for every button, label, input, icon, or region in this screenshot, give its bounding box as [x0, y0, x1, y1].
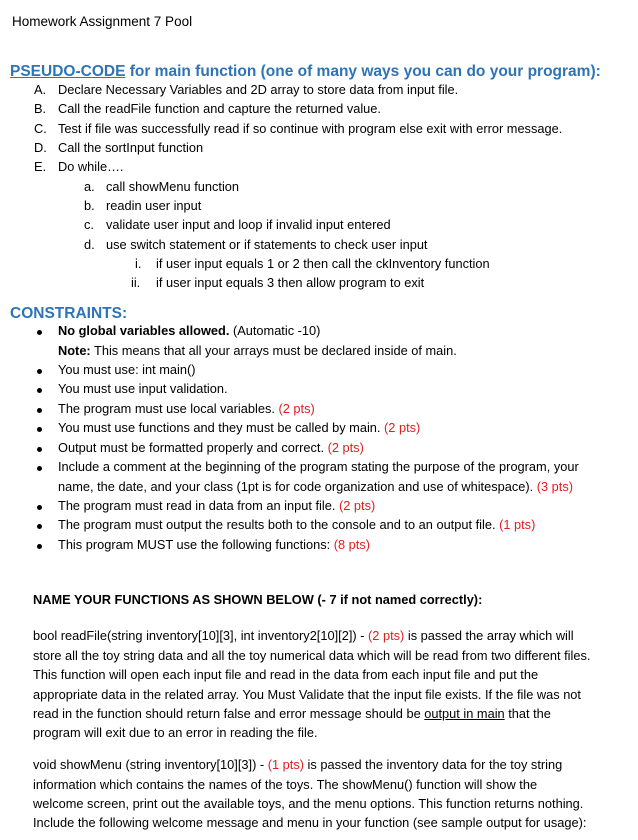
constraint-text: (Automatic -10): [229, 323, 321, 338]
paragraph-line: information which contains the names of the toys. The showMenu() function will show the: [33, 777, 538, 792]
paragraph-text: is passed the array which will: [404, 628, 574, 643]
constraint-text: name, the date, and your class (1pt is for code organization and use of whitespace).: [58, 479, 537, 494]
bullet-icon: [37, 466, 42, 471]
list-item: Call the sortInput function: [58, 140, 204, 155]
sub-sub-list-item: if user input equals 3 then allow program to exit: [156, 275, 425, 290]
constraint-note: [58, 343, 457, 358]
constraint-item: [58, 440, 364, 455]
constraint-item: Include a comment at the beginning of the program stating the purpose of the program, your: [58, 459, 579, 474]
paragraph-line: welcome screen, print out the available toys, and the menu options. This function returns nothing.: [33, 796, 584, 811]
bullet-icon: [37, 524, 42, 529]
paragraph-text: void showMenu (string inventory[10][3]) -: [33, 757, 268, 772]
sub-list-item: validate user input and loop if invalid input entered: [106, 217, 391, 232]
list-item: Call the readFile function and capture the returned value.: [58, 101, 381, 116]
functions-heading: NAME YOUR FUNCTIONS AS SHOWN BELOW (- 7 if not named correctly):: [33, 592, 483, 607]
constraint-text: You must use functions and they must be called by main.: [58, 420, 385, 435]
constraint-bold: No global variables allowed.: [58, 323, 230, 338]
pseudo-code-heading-rest: for main function (one of many ways you can do your program):: [125, 63, 601, 80]
constraint-item: [58, 323, 320, 338]
constraint-text: The program must read in data from an input file.: [58, 498, 339, 513]
paragraph-text: that the: [504, 706, 551, 721]
paragraph-text: is passed the inventory data for the toy string: [304, 757, 563, 772]
constraint-text: The program must output the results both to the console and to an output file.: [58, 517, 500, 532]
constraint-item: You must use input validation.: [58, 381, 228, 396]
points-label: (2 pts): [368, 628, 405, 643]
list-marker: C.: [34, 121, 47, 136]
points-label: (2 pts): [338, 498, 376, 513]
list-marker: E.: [34, 159, 47, 174]
list-marker: D.: [34, 140, 47, 155]
underlined-text: output in main: [424, 706, 505, 721]
sub-list-marker: c.: [84, 217, 94, 232]
pseudo-code-heading: [10, 63, 601, 81]
points-label: (3 pts): [536, 479, 574, 494]
document-title: Homework Assignment 7 Pool: [12, 14, 193, 29]
sub-sub-list-marker: i.: [135, 256, 142, 271]
constraint-item-continued: [58, 479, 573, 494]
points-label: (2 pts): [384, 420, 421, 435]
paragraph-line: store all the toy string data and all the toy numerical data which will be read from two different files.: [33, 648, 591, 663]
constraint-item: [58, 517, 535, 532]
note-label: Note:: [58, 343, 91, 358]
pseudo-code-heading-label: PSEUDO-CODE: [10, 63, 126, 80]
paragraph-line: This function will open each input file and read in the data from each input file and put the: [33, 667, 539, 682]
bullet-icon: [37, 544, 42, 549]
note-text: This means that all your arrays must be declared inside of main.: [90, 343, 457, 358]
paragraph-line: [33, 757, 562, 772]
bullet-icon: [37, 408, 42, 413]
bullet-icon: [37, 388, 42, 393]
sub-list-item: use switch statement or if statements to check user input: [106, 237, 428, 252]
constraints-heading: CONSTRAINTS:: [10, 305, 128, 322]
bullet-icon: [37, 369, 42, 374]
bullet-icon: [37, 447, 42, 452]
constraint-item: You must use: int main(): [58, 362, 196, 377]
constraint-text: Output must be formatted properly and correct.: [58, 440, 328, 455]
list-marker: B.: [34, 101, 47, 116]
paragraph-line: Include the following welcome message and menu in your function (see sample output for usage):: [33, 815, 587, 830]
points-label: (8 pts): [333, 537, 371, 552]
sub-list-marker: b.: [84, 198, 95, 213]
constraint-item: [58, 498, 375, 513]
paragraph-line: [33, 628, 574, 643]
sub-list-marker: a.: [84, 179, 95, 194]
sub-sub-list-item: if user input equals 1 or 2 then call the ckInventory function: [156, 256, 490, 271]
list-marker: A.: [34, 82, 47, 97]
constraint-item: [58, 420, 420, 435]
sub-list-item: call showMenu function: [106, 179, 240, 194]
sub-list-item: readin user input: [106, 198, 202, 213]
sub-list-marker: d.: [84, 237, 95, 252]
bullet-icon: [37, 505, 42, 510]
paragraph-line: [33, 706, 551, 721]
points-label: (1 pts): [499, 517, 536, 532]
paragraph-line: program will exit due to an error in reading the file.: [33, 725, 318, 740]
paragraph-text: bool readFile(string inventory[10][3], int inventory2[10][2]) -: [33, 628, 369, 643]
constraint-text: The program must use local variables.: [58, 401, 279, 416]
points-label: (2 pts): [278, 401, 315, 416]
paragraph-line: appropriate data in the related array. You Must Validate that the input file exists. If the file was not: [33, 687, 581, 702]
list-item: Do while….: [58, 159, 124, 174]
sub-sub-list-marker: ii.: [131, 275, 141, 290]
constraint-item: [58, 401, 315, 416]
paragraph-text: read in the function should return false and error message should be: [33, 706, 425, 721]
list-item: Declare Necessary Variables and 2D array to store data from input file.: [58, 82, 459, 97]
constraint-text: This program MUST use the following functions:: [58, 537, 334, 552]
points-label: (2 pts): [327, 440, 364, 455]
bullet-icon: [37, 330, 42, 335]
bullet-icon: [37, 427, 42, 432]
list-item: Test if file was successfully read if so continue with program else exit with error message.: [58, 121, 563, 136]
constraint-item: [58, 537, 370, 552]
points-label: (1 pts): [267, 757, 304, 772]
